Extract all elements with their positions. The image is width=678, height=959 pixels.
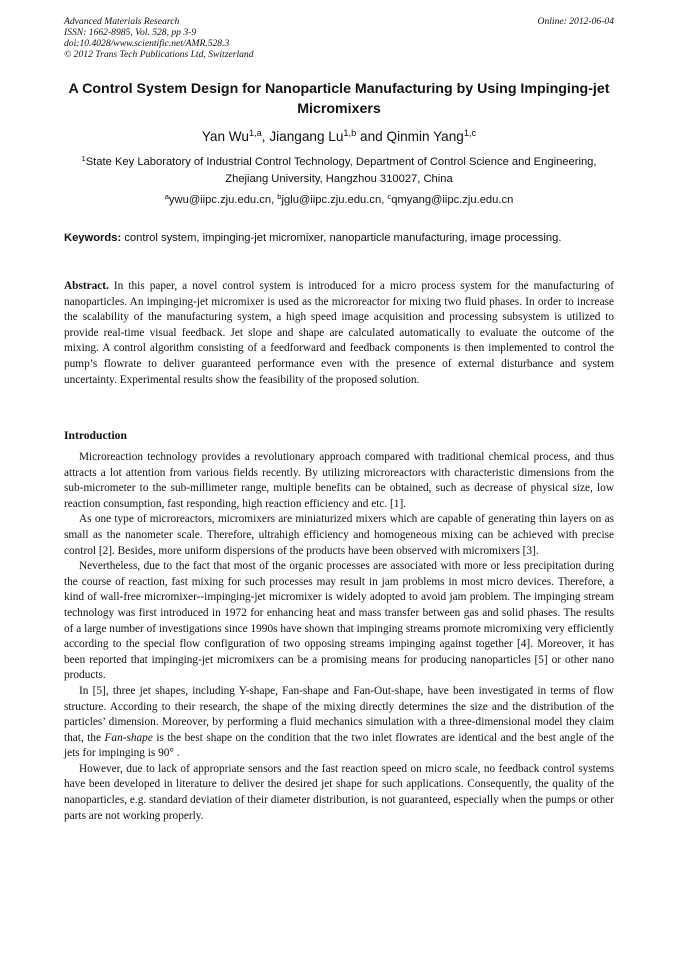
section-heading: Introduction <box>64 429 127 442</box>
author-name: Yan Wu <box>201 129 249 144</box>
abstract-label: Abstract. <box>64 280 109 292</box>
introduction-body <box>64 450 614 824</box>
keywords-block <box>64 230 614 247</box>
online-date: Online: 2012-06-04 <box>537 16 614 27</box>
author-sup: 1,a <box>248 127 262 138</box>
email-sup: a <box>164 191 169 201</box>
email-list <box>64 193 614 207</box>
email-address[interactable]: qmyang@iipc.zju.edu.cn <box>391 194 514 206</box>
paper-title: A Control System Design for Nanoparticle Manufacturing by Using Impinging-jet Micromixers <box>68 81 610 117</box>
author-sup: 1,b <box>343 127 357 138</box>
issn-line: ISSN: 1662-8985, Vol. 528, pp 3-9 <box>64 27 197 38</box>
affiliation <box>64 154 614 187</box>
emphasis-text: Fan-shape <box>104 731 153 744</box>
journal-name: Advanced Materials Research <box>64 16 180 27</box>
email-sup: b <box>277 191 282 201</box>
author-name: Qinmin Yang <box>386 129 464 144</box>
affiliation-sup: 1 <box>81 153 86 163</box>
paragraph-text: is the best shape on the condition that the two inlet flowrates are identical and the best angle of the jets for impinging is 90° . <box>64 731 614 760</box>
journal-header <box>64 16 614 60</box>
copyright-line: © 2012 Trans Tech Publications Ltd, Switzerland <box>64 49 254 60</box>
author-name: Jiangang Lu <box>269 129 344 144</box>
paragraph: Microreaction technology provides a revolutionary approach compared with traditional chemical process, and thus attracts a lot attention from various fields recently. By utilizing microreactors with characteristic dimensions from the sub-micrometer to the sub-millimeter range, multiple benefits can be obtained, such as decrease of physical size, low reaction consumption, fast responding, high reaction efficiency and etc. [1]. <box>64 451 614 510</box>
paragraph: Nevertheless, due to the fact that most of the organic processes are associated with more or less precipitation during the course of reaction, fast mixing for such processes may result in jam problems in most micro devices. Therefore, a kind of wall-free micromixer--impinging-jet micromixer is widely adopted to avoid jam problem. The impinging stream technology was first introduced in 1972 for enhancing heat and mass transfer between gas and solid phases. The results of a large number of investigations since 1990s have shown that impinging streams promote micromixing very efficiently according to the special flow configuration of two opposing streams impinging against together [4]. Moreover, it has been reported that impinging-jet micromixers can be a promising means for producing nanoparticles [5] or other nano products. <box>64 560 614 682</box>
paragraph <box>64 684 614 762</box>
author-sup: 1,c <box>463 127 477 138</box>
affiliation-text: State Key Laboratory of Industrial Control Technology, Department of Control Science and Engineering, Zhejiang University, Hangzhou 310027, China <box>85 156 597 185</box>
paragraph-text: In [5], three jet shapes, including Y-shape, Fan-shape and Fan-Out-shape, have been investigated in terms of flow structure. According to their research, the shape of the mixing directly determines the size and the distribution of the particles’ dimension. Moreover, by performing a fluid mechanics simulation with a three-dimensional model they claim that, the <box>64 684 614 744</box>
abstract-text: In this paper, a novel control system is introduced for a micro process system for the manufacturing of nanoparticles. An impinging-jet micromixer is used as the microreactor for mixing two fluid phases. In order to increase the scalability of the manufacturing system, a high speed image acquisition and processing subsystem is utilized to provide real-time visual feedback. Jet slope and shape are calculated automatically to evaluate the outcome of the mixing. A control algorithm consisting of a feedforward and feedback components is then implemented to control the pump’s flowrate to deliver guaranteed performance even with the presence of external disturbance and system uncertainty. Experimental results show the feasibility of the proposed solution. <box>64 280 614 386</box>
email-address[interactable]: jglu@iipc.zju.edu.cn <box>281 194 382 206</box>
email-separator: , <box>381 194 388 206</box>
email-sup: c <box>387 191 392 201</box>
author-separator: , <box>261 129 270 144</box>
author-separator: and <box>356 129 387 144</box>
keywords-text: control system, impinging-jet micromixer, nanoparticle manufacturing, image processing. <box>124 232 562 244</box>
email-separator: , <box>271 194 278 206</box>
paragraph: However, due to lack of appropriate sensors and the fast reaction speed on micro scale, no feedback control systems have been developed in literature to deliver the desired jet shape for such applications. Consequently, the quality of the nanoparticles, e.g. standard deviation of their diameter distribution, is not guaranteed, especially when the pumps or other parts are not working properly. <box>64 762 614 822</box>
paragraph: As one type of microreactors, micromixers are miniaturized mixers which are capable of generating thin layers on as small as the nanometer scale. Therefore, ultrahigh efficiency and homogeneous mixing can be achieved with precise control [2]. Besides, more uniform dispersions of the products have been observed with micromixers [3]. <box>64 513 614 557</box>
keywords-label: Keywords: <box>64 232 122 244</box>
author-list <box>64 128 614 145</box>
abstract-block <box>64 279 614 388</box>
doi-line: doi:10.4028/www.scientific.net/AMR.528.3 <box>64 38 230 49</box>
email-address[interactable]: ywu@iipc.zju.edu.cn <box>168 194 272 206</box>
